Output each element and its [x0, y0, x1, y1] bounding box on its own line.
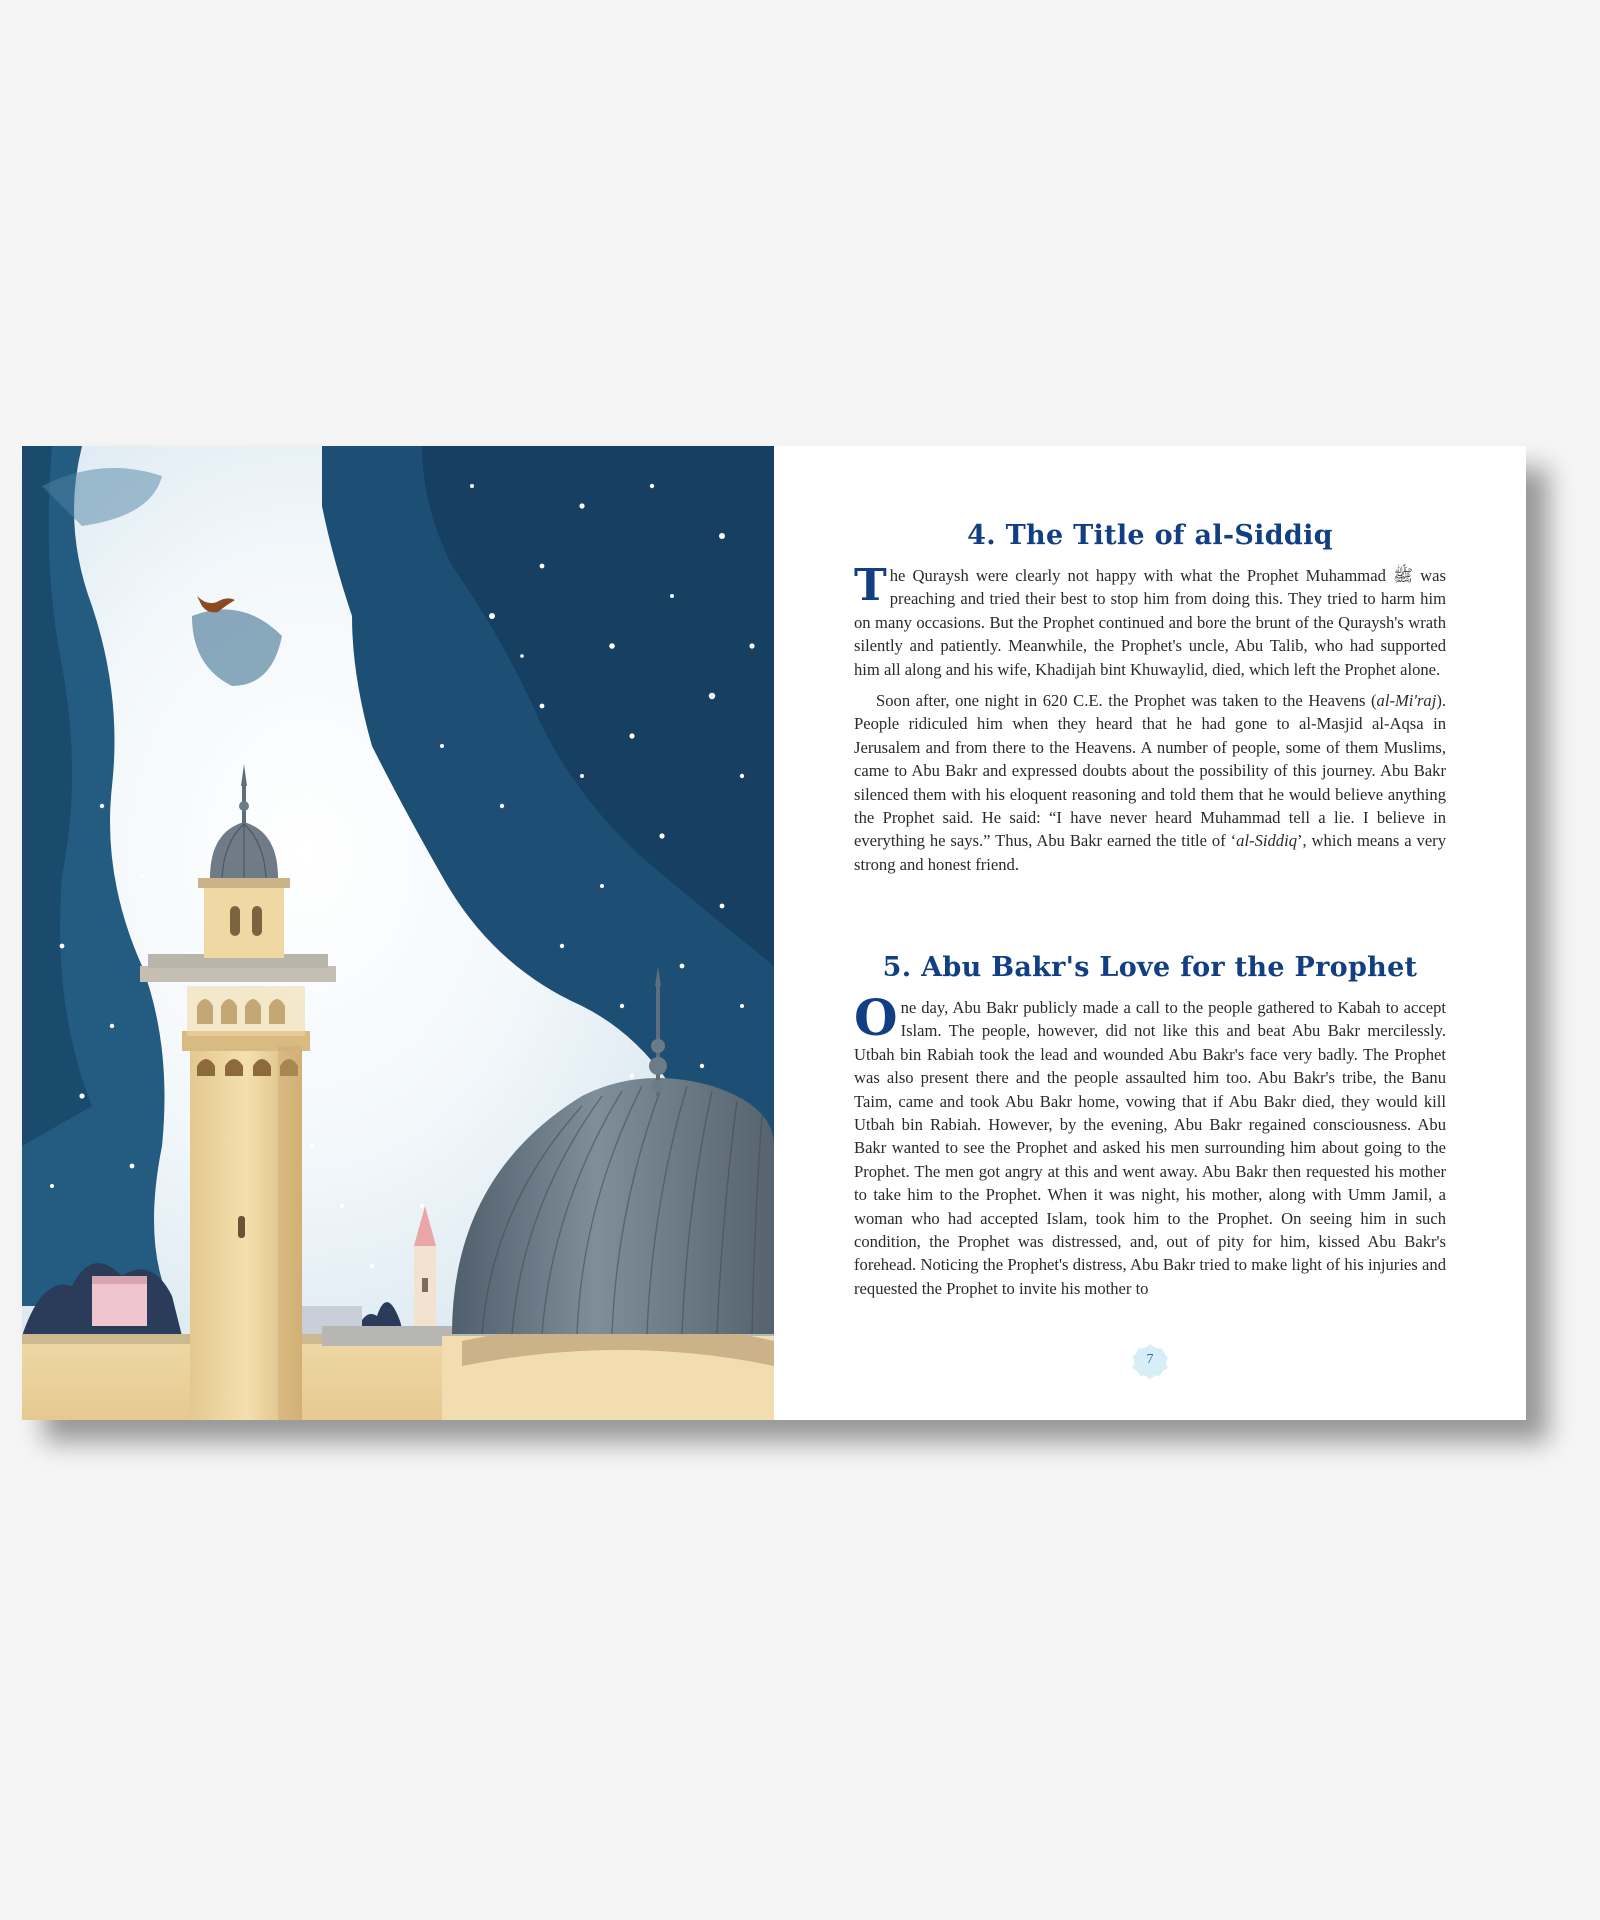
section-heading-abu-bakr-love: 5. Abu Bakr's Love for the Prophet — [882, 952, 1418, 983]
section-body-title-of-al-siddiq — [854, 560, 1447, 876]
paragraph — [854, 689, 1446, 876]
mosque-night-illustration — [22, 446, 774, 1420]
section-body-abu-bakr-love — [854, 988, 1446, 1300]
drop-cap: O — [854, 988, 898, 1047]
illustration-page — [22, 446, 774, 1420]
page-number: 7 — [1146, 1352, 1154, 1367]
paragraph-text: ne day, Abu Bakr publicly made a call to the people gathered to Kabah to accept Islam. The people, however, did not like this and beat Abu Bakr mercilessly. Utbah bin Rabiah took the lead and wounded Abu Bakr's face very badly. The Prophet was also present there and the people assaulted him too. Abu Bakr's tribe, the Banu Taim, came and took Abu Bakr home, vowing that if Abu Bakr died, they would kill Utbah bin Rabiah. However, by the evening, Abu Bakr regained consciousness. Abu Bakr wanted to see the Prophet and asked his men surrounding him about going to the Prophet. The men got angry at this and went away. Abu Bakr then requested his mother to take him to the Prophet. When it was night, his mother, along with Umm Jamil, a woman who had accepted Islam, took him to the Prophet. On seeing him in such condition, the Prophet was distressed, and, out of pity for him, kissed Abu Bakr's forehead. Noticing the Prophet's distress, Abu Bakr tried to make light of his injuries and requested the Prophet to invite his mother to — [854, 998, 1446, 1298]
paragraph-text: Soon after, one night in 620 C.E. the Prophet was taken to the Heavens ( — [876, 691, 1377, 711]
italic-term: al-Mi'raj — [1376, 691, 1437, 711]
italic-term: al-Siddiq — [1236, 831, 1297, 851]
text-page — [774, 446, 1526, 1420]
section-heading-title-of-al-siddiq: 4. The Title of al-Siddiq — [967, 520, 1333, 551]
paragraph-text: ’, which means a very strong and honest friend. — [854, 831, 1447, 874]
paragraph-text: ). People ridiculed him when they heard that he had gone to al-Masjid al-Aqsa in Jerusalem and from there to the Heavens. A number of people, some of them Muslims, came to Abu Bakr and expressed doubts about the possibility of this journey. Abu Bakr silenced them with his eloquent reasoning and told them that he would believe anything the Prophet said. He said: “I have never heard Muhammad tell a lie. I believe in everything he says.” Thus, Abu Bakr earned the title of ‘ — [854, 691, 1446, 851]
paragraph-text: he Quraysh were clearly not happy with what the Prophet Muhammad ﷺ was preaching and tried their best to stop him from doing this. They tried to harm him on many occasions. But the Prophet continued and bore the brunt of the Quraysh's wrath silently and patiently. Meanwhile, the Prophet's uncle, Abu Talib, who had supported him all along and his wife, Khadijah bint Khuwaylid, died, which left the Prophet alone. — [854, 566, 1446, 679]
paragraph — [854, 988, 1446, 1300]
drop-cap: T — [854, 560, 887, 611]
paragraph — [854, 560, 1446, 681]
book-spread — [22, 446, 1526, 1420]
